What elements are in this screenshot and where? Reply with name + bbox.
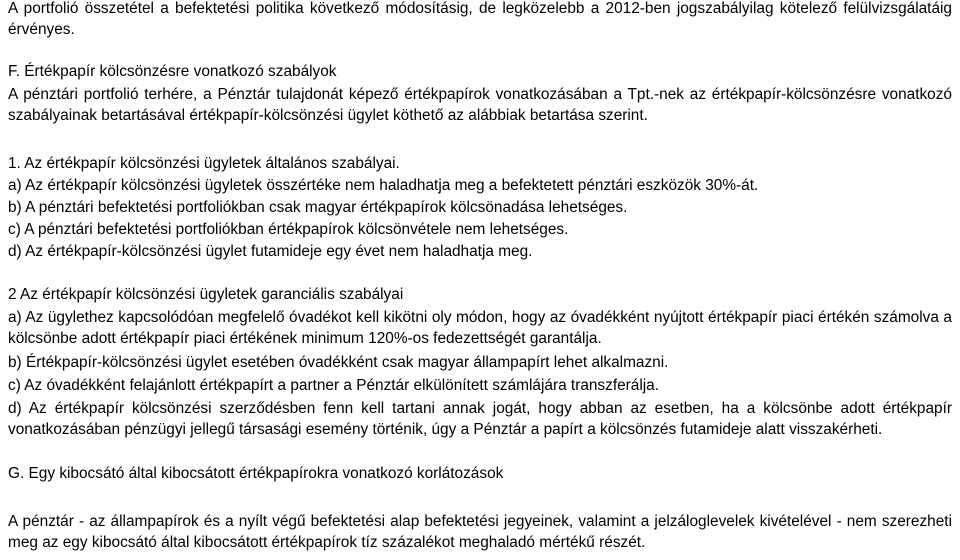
section-f-paragraph: A pénztári portfolió terhére, a Pénztár tulajdonát képező értékpapírok vonatkozásában a Tpt.-nek az értékpapír-kölcsönzésre vonatkozó szabályainak betartásával értékpapír-kölcsönzési ügylet köthető az alábbiak betartása szerint. (8, 86, 952, 124)
sub2-item-b: b) Értékpapír-kölcsönzési ügylet esetében óvadékként csak magyar állampapírt lehet alkalmazni. (8, 354, 669, 371)
section-f-heading: F. Értékpapír kölcsönzésre vonatkozó szabályok (8, 63, 337, 80)
sub1-item-d: d) Az értékpapír-kölcsönzési ügylet futamideje egy évet nem haladhatja meg. (8, 243, 533, 260)
sub1-item-b: b) A pénztári befektetési portfoliókban csak magyar értékpapírok kölcsönadása lehetséges. (8, 199, 628, 216)
section-g-paragraph: A pénztár - az állampapírok és a nyílt végű befektetési alap befektetési jegyeinek, valamint a jelzáloglevelek kivételével - nem szerezheti meg az egy kibocsátó által kibocsátott értékpapírok tíz százalékot meghaladó mértékű részét. (8, 513, 952, 551)
sub2-heading: 2 Az értékpapír kölcsönzési ügyletek garanciális szabályai (8, 286, 404, 303)
sub1-item-c: c) A pénztári befektetési portfoliókban értékpapírok kölcsönvétele nem lehetséges. (8, 221, 569, 238)
sub2-item-a: a) Az ügylethez kapcsolódóan megfelelő óvadékot kell kikötni oly módon, hogy az óvadékként nyújtott értékpapír piaci értékén számolva a kölcsönbe adott értékpapír piaci értékének minimum 120%-os fedezettségét garantálja. (8, 309, 952, 347)
sub1-item-a: a) Az értékpapír kölcsönzési ügyletek összértéke nem haladhatja meg a befektetett pénztári eszközök 30%-át. (8, 177, 759, 194)
intro-paragraph: A portfolió összetétel a befektetési politika következő módosításig, de legközelebb a 2012-ben jogszabályilag kötelező felülvizsgálatáig érvényes. (8, 0, 952, 38)
sub2-item-c: c) Az óvadékként felajánlott értékpapírt a partner a Pénztár elkülönített számlájára transzferálja. (8, 377, 660, 394)
section-g-heading: G. Egy kibocsátó által kibocsátott értékpapírokra vonatkozó korlátozások (8, 465, 504, 482)
sub2-item-d: d) Az értékpapír kölcsönzési szerződésben fenn kell tartani annak jogát, hogy abban az esetben, ha a kölcsönbe adott értékpapír vonatkozásában pénzügyi jellegű társasági esemény történik, úgy a Pénztár a papírt a kölcsönzés futamideje alatt visszakérheti. (8, 400, 952, 438)
sub1-heading: 1. Az értékpapír kölcsönzési ügyletek általános szabályai. (8, 155, 400, 172)
